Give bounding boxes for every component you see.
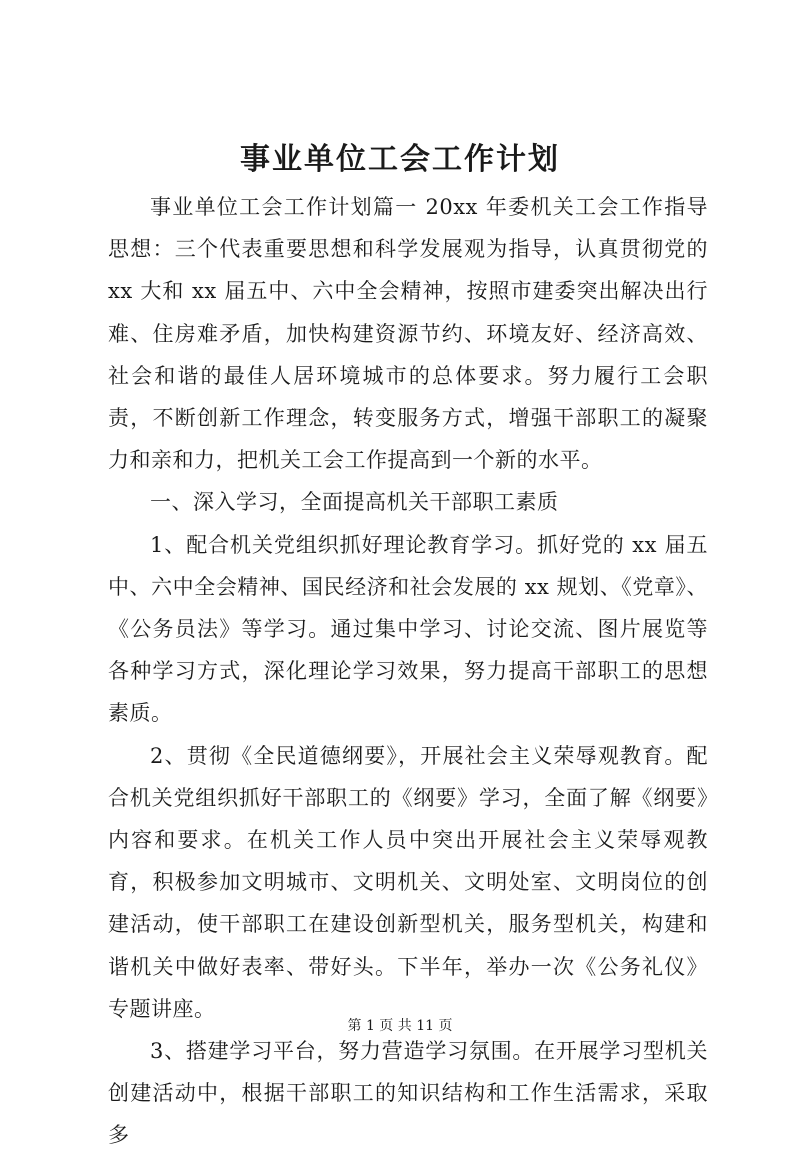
page-title: 事业单位工会工作计划 <box>240 142 560 177</box>
paragraph-item-3: 3、搭建学习平台，努力营造学习氛围。在开展学习型机关创建活动中，根据干部职工的知识结构和工作生活需求，采取多 <box>108 1039 708 1148</box>
page-footer: 第 1 页 共 11 页 <box>347 1018 453 1034</box>
section-heading: 一、深入学习，全面提高机关干部职工素质 <box>150 490 559 515</box>
paragraph-intro: 事业单位工会工作计划篇一 20xx 年委机关工会工作指导思想：三个代表重要思想和科学发展观为指导，认真贯彻党的 xx 大和 xx 届五中、六中全会精神，按照市建委突出解决出行难、住房难矛盾，加快构建资源节约、环境友好、经济高效、社会和谐的最佳人居环境城市的总体要求。努力履行工会职责，不断创新工作理念，转变服务方式，增强干部职工的凝聚力和亲和力，把机关工会工作提高到一个新的水平。 <box>108 195 708 473</box>
document-body <box>108 186 708 1157</box>
paragraph-item-2: 2、贯彻《全民道德纲要》，开展社会主义荣辱观教育。配合机关党组织抓好干部职工的《纲要》学习，全面了解《纲要》内容和要求。在机关工作人员中突出开展社会主义荣辱观教育，积极参加文明城市、文明机关、文明处室、文明岗位的创建活动，使干部职工在建设创新型机关，服务型机关，构建和谐机关中做好表率、带好头。下半年，举办一次《公务礼仪》专题讲座。 <box>108 743 708 1021</box>
paragraph-item-1: 1、配合机关党组织抓好理论教育学习。抓好党的 xx 届五中、六中全会精神、国民经济和社会发展的 xx 规划、《党章》、《公务员法》等学习。通过集中学习、讨论交流、图片展览等各种学习方式，深化理论学习效果，努力提高干部职工的思想素质。 <box>108 532 708 726</box>
